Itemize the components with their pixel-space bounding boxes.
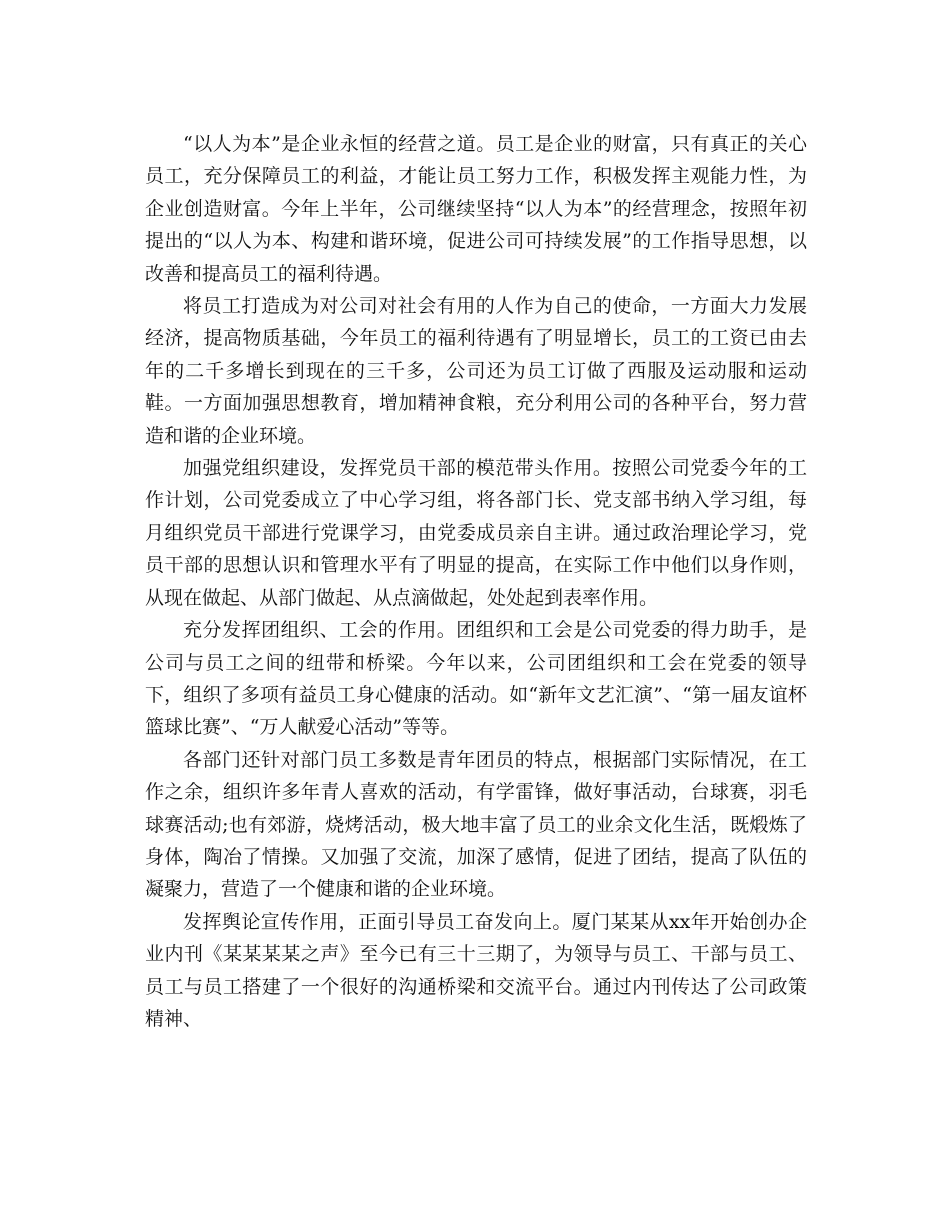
paragraph-1: “以人为本”是企业永恒的经营之道。员工是企业的财富，只有真正的关心员工，充分保障员工的利益，才能让员工努力工作，积极发挥主观能力性，为企业创造财富。今年上半年，公司继续坚持“以人为本”的经营理念，按照年初提出的“以人为本、构建和谐环境，促进公司可持续发展”的工作指导思想，以改善和提高员工的福利待遇。 [145, 133, 807, 285]
paragraph-6: 发挥舆论宣传作用，正面引导员工奋发向上。厦门某某从xx年开始创办企业内刊《某某某某之声》至今已有三十三期了，为领导与员工、干部与员工、员工与员工搭建了一个很好的沟通桥梁和交流平台。通过内刊传达了公司政策精神、 [145, 910, 807, 1030]
paragraph-5: 各部门还针对部门员工多数是青年团员的特点，根据部门实际情况，在工作之余，组织许多年青人喜欢的活动，有学雷锋，做好事活动，台球赛，羽毛球赛活动;也有郊游，烧烤活动，极大地丰富了员工的业余文化生活，既煅炼了身体，陶冶了情操。又加强了交流，加深了感情，促进了团结，提高了队伍的凝聚力，营造了一个健康和谐的企业环境。 [145, 748, 807, 901]
paragraph-3: 加强党组织建设，发挥党员干部的模范带头作用。按照公司党委今年的工作计划，公司党委成立了中心学习组，将各部门长、党支部书纳入学习组，每月组织党员干部进行党课学习，由党委成员亲自主讲。通过政治理论学习，党员干部的思想认识和管理水平有了明显的提高，在实际工作中他们以身作则，从现在做起、从部门做起、从点滴做起，处处起到表率作用。 [145, 457, 807, 609]
paragraph-2: 将员工打造成为对公司对社会有用的人作为自己的使命，一方面大力发展经济，提高物质基础，今年员工的福利待遇有了明显增长，员工的工资已由去年的二千多增长到现在的三千多，公司还为员工订做了西服及运动服和运动鞋。一方面加强思想教育，增加精神食粮，充分利用公司的各种平台，努力营造和谐的企业环境。 [145, 295, 807, 447]
document-body [145, 128, 807, 1035]
paragraph-4: 充分发挥团组织、工会的作用。团组织和工会是公司党委的得力助手，是公司与员工之间的纽带和桥梁。今年以来，公司团组织和工会在党委的领导下，组织了多项有益员工身心健康的活动。如“新年文艺汇演”、“第一届友谊杯篮球比赛”、“万人献爱心活动”等等。 [145, 619, 807, 739]
